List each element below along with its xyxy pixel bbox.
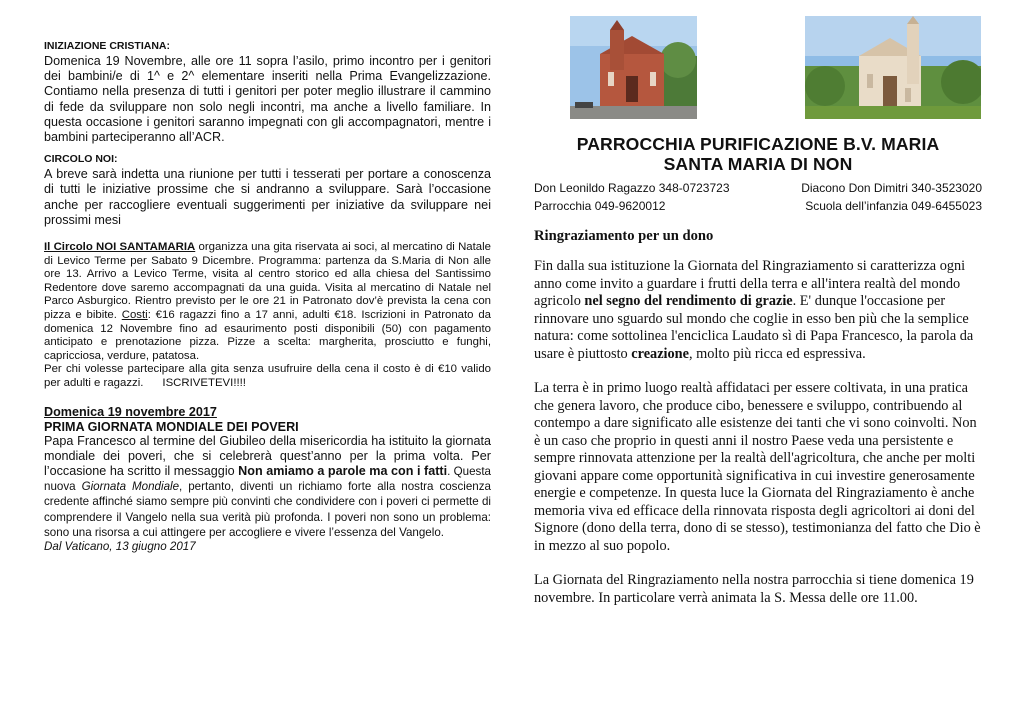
poveri-date: Domenica 19 novembre 2017 xyxy=(44,404,217,419)
gita-paragraph xyxy=(44,241,491,363)
article-text: Fin dalla sua istituzione la Giornata del Ringraziamento si caratterizza ogni anno come invito a guardare i frutti della terra e all'intera realtà del mondo agricolo xyxy=(534,258,966,309)
article-paragraph-2: La terra è in primo luogo realtà affidataci per essere coltivata, in una pratica che genera lavoro, che produce cibo, benessere e sviluppo, contribuendo al contempo a dare significato alle esistenze dei tanti che vi sono coinvolti. Non è un caso che proprio in questi anni il nostro Paese veda una persistente e sempre rinnovata attenzione per la realtà dell'agricoltura, che anche per molti giovani appare come opportunità significativa in cui investire generosamente energie e competenze. In questa luce la Giornata del Ringraziamento è anche memoria viva ed efficace della rinnovata risposta degli agricoltori ai doni del Signore (dono della terra, dono di se stesso), testimonianza del fatto che Dio è in mezzo al suo popolo. xyxy=(534,380,981,554)
poveri-title: PRIMA GIORNATA MONDIALE DEI POVERI xyxy=(44,419,299,434)
gita-text-3: Per chi volesse partecipare alla gita senza usufruire della cena il costo è di €10 valido per adulti e ragazzi. xyxy=(44,363,491,389)
gita-text-2: : €16 ragazzi fino a 17 anni, adulti €18. Iscrizioni in Patronato da domenica 12 Novembre fino ad esaurimento posti disponibili (50) con pagamento anticipato e prenotazione pizza. Pizze a scelta: margherita, prosciutto e funghi, capricciosa, verdure, patatosa. xyxy=(44,309,491,362)
parish-title xyxy=(534,134,982,174)
contact-right: Diacono Don Dimitri 340-3523020 xyxy=(801,181,982,195)
iscrivetevi: ISCRIVETEVI!!!! xyxy=(162,376,246,389)
poveri-text-b: . Questa nuova xyxy=(44,464,491,494)
poveri-text-c: , pertanto, diventi un richiamo forte alla nostra coscienza credente affinché siamo sempre più convinti che condividere con i poveri ci permette di comprendere il Vangelo nella sua verità più profonda. I poveri non sono un problema: sono una risorsa a cui attingere per accogliere e vivere l’essenza del Vangelo. xyxy=(44,480,491,539)
iniziazione-text: Domenica 19 Novembre, alle ore 11 sopra l’asilo, primo incontro per i genitori dei bambini/e di 1^ e 2^ elementare inseriti nella Prima Evangelizzazione. Contiamo nella presenza di tutti i genitori per poter meglio illustrare il cammino di fede da sviluppare non solo negli incontri, ma anche a livello familiare. In questa occasione i genitori saranno impegnati con gli accompagnatori, mentre i bambini parteciperanno all’ACR. xyxy=(44,54,491,145)
costi-label: Costi xyxy=(121,309,148,321)
article-bold: nel segno del rendimento di grazie xyxy=(584,293,793,309)
church-photos xyxy=(534,14,982,122)
contact-row xyxy=(534,180,982,198)
poveri-source: Dal Vaticano, 13 giugno 2017 xyxy=(44,539,196,553)
circolo-label: CIRCOLO NOI: xyxy=(44,153,118,166)
right-column xyxy=(534,14,982,624)
poveri-text xyxy=(44,434,491,540)
gita-paragraph-2 xyxy=(44,363,491,390)
parish-title-line1: PARROCCHIA PURIFICAZIONE B.V. MARIA xyxy=(576,134,940,154)
article-title: Ringraziamento per un dono xyxy=(534,228,714,244)
parish-title-line2: SANTA MARIA DI NON xyxy=(663,154,853,174)
church-photo-white xyxy=(805,16,981,119)
circolo-text: A breve sarà indetta una riunione per tutti i tesserati per portare a conoscenza di tutti le iniziative prossime che si andranno a sviluppare. Sarà l’occasione anche per raccogliere eventuali suggerimenti per iniziative da sviluppare nei prossimi mesi xyxy=(44,167,491,227)
contact-left: Parrocchia 049-9620012 xyxy=(534,198,666,213)
message-title: Non amiamo a parole ma con i fatti xyxy=(238,463,448,478)
article-text: . E' dunque l'occasione per rinnovare uno sguardo sul mondo che coglie in esso ben più che la semplice natura: come sottolinea l'enciclica Laudato sì di Papa Francesco, la parola da usare è piuttosto xyxy=(534,293,974,362)
article-bold: creazione xyxy=(631,345,689,362)
iniziazione-label: INIZIAZIONE CRISTIANA: xyxy=(44,40,170,52)
gita-lead: Il Circolo NOI SANTAMARIA xyxy=(44,241,196,254)
church-photo-brick xyxy=(570,16,697,119)
left-column xyxy=(44,40,491,554)
contact-row xyxy=(534,198,982,216)
giornata-mondiale: Giornata Mondiale xyxy=(81,480,180,494)
gita-text-1: organizza una gita riservata ai soci, al mercatino di Natale di Levico Terme per Sabato 9 Dicembre. Programma: partenza da S.Maria di Non alle ore 13. Arrivo a Levico Terme, visita al centro storico ed alla chiesa del Santissimo Redentore dove saremo accompagnati da una guida. Visita al mercatino di Natale nel Parco Asburgico. Rientro previsto per le ore 21 in Patronato dov’è prevista la cena con pizza e bibite. xyxy=(44,241,491,321)
poveri-text-a: Papa Francesco al termine del Giubileo della misericordia ha istituito la giornata mondiale dei poveri, che si celebrerà quest’anno per la prima volta. Per l’occasione ha scritto il messaggio xyxy=(44,433,491,478)
article-paragraph-1 xyxy=(534,258,982,363)
contact-left: Don Leonildo Ragazzo 348-0723723 xyxy=(534,181,730,195)
contacts xyxy=(534,180,982,215)
contact-right: Scuola dell’infanzia 049-6455023 xyxy=(805,198,982,213)
article-text: , molto più ricca ed espressiva. xyxy=(688,345,866,362)
article-paragraph-3: La Giornata del Ringraziamento nella nostra parrocchia si tiene domenica 19 novembre. In particolare verrà animata la S. Messa delle ore 11.00. xyxy=(534,572,974,606)
